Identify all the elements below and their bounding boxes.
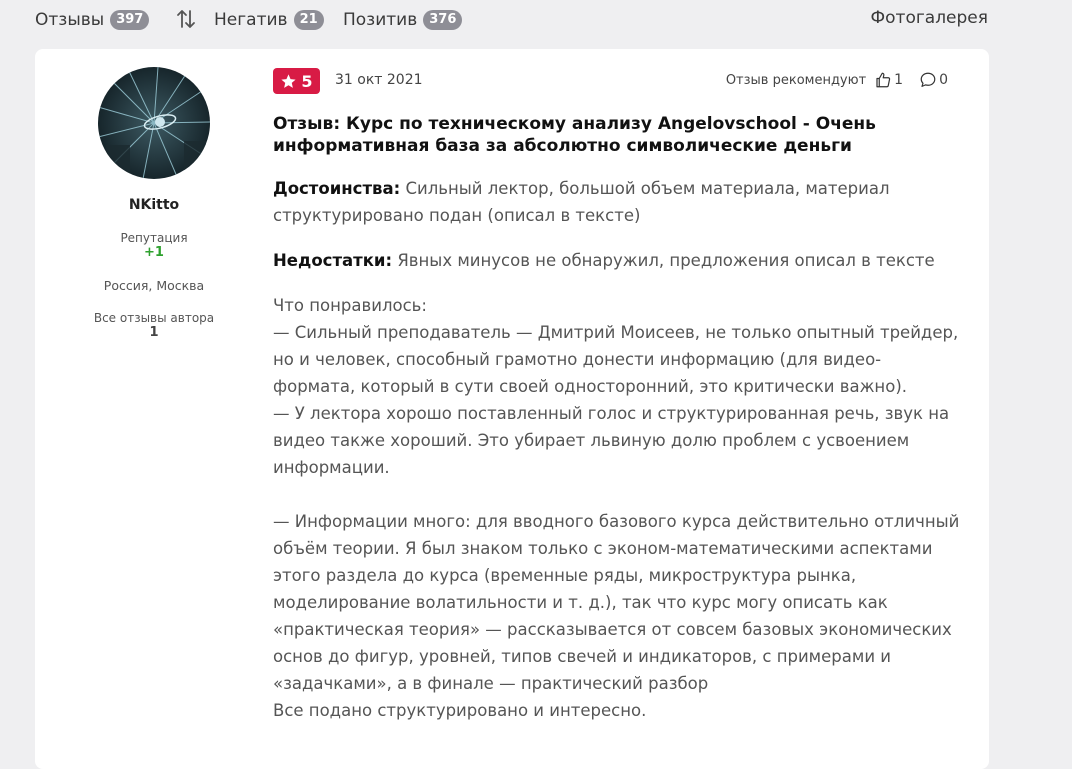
pros-text: Сильный лектор, большой объем материала, материал структурировано подан (описал в тексте) xyxy=(273,179,890,225)
tab-negative[interactable] xyxy=(214,8,324,32)
reviews-filter-bar xyxy=(0,0,1072,40)
cons-text: Явных минусов не обнаружил, предложения описал в тексте xyxy=(397,251,935,270)
rating-badge xyxy=(273,68,320,94)
review-paragraph: Все подано структурировано и интересно. xyxy=(273,701,647,720)
tab-positive-count: 376 xyxy=(423,10,462,30)
thumbs-up-icon[interactable] xyxy=(874,71,892,89)
cons-label: Недостатки: xyxy=(273,251,393,270)
reputation-value: +1 xyxy=(144,245,164,260)
tab-positive-label: Позитив xyxy=(343,10,418,30)
likes-count: 1 xyxy=(894,72,904,88)
recommend-label: Отзыв рекомендуют xyxy=(725,72,867,88)
review-title[interactable]: Отзыв: Курс по техническому анализу Angelovschool - Очень информативная база за абсолютно символические деньги xyxy=(273,114,876,156)
liked-heading: Что понравилось: xyxy=(273,296,427,315)
rating-value: 5 xyxy=(301,71,313,91)
review-cons xyxy=(273,247,963,274)
photo-gallery-link[interactable]: Фотогалерея xyxy=(870,8,988,28)
review-paragraph: — У лектора хорошо поставленный голос и структурированная речь, звук на видео также хороший. Это убирает львиную долю проблем с усвоением информации. xyxy=(273,404,950,477)
author-info xyxy=(70,197,238,340)
review-card xyxy=(35,49,989,769)
review-paragraph: — Информации много: для вводного базового курса действительно отличный объём теории. Я был знаком только с эконом-математическими аспектами этого раздела до курса (временные ряды, микроструктура рынка, моделирование волатильности и т. д.), так что курс могу описать как «практическая теория» — рассказывается от совсем базовых экономических основ до фигур, уровней, типов свечей и индикаторов, с примерами и «задачками», а в финале — практический разбор xyxy=(273,512,960,693)
review-pros xyxy=(273,175,963,229)
paragraph-spacer xyxy=(273,481,963,508)
tab-negative-label: Негатив xyxy=(214,10,288,30)
tab-reviews-count: 397 xyxy=(110,10,149,30)
tab-positive[interactable] xyxy=(343,8,462,32)
tab-negative-count: 21 xyxy=(294,10,324,30)
all-reviews-link[interactable]: Все отзывы автора xyxy=(93,311,215,325)
all-reviews-count: 1 xyxy=(149,325,159,340)
pros-label: Достоинства: xyxy=(273,179,401,198)
author-name[interactable]: NKitto xyxy=(128,197,180,213)
review-date: 31 окт 2021 xyxy=(335,72,423,88)
review-body xyxy=(273,292,963,724)
star-icon xyxy=(280,73,297,90)
sort-icon[interactable] xyxy=(175,8,197,30)
author-avatar[interactable] xyxy=(98,67,210,179)
comment-icon[interactable] xyxy=(919,71,937,89)
tab-reviews[interactable] xyxy=(35,8,149,32)
reputation-label: Репутация xyxy=(120,231,188,245)
review-paragraph: — Сильный преподаватель — Дмитрий Моисеев, не только опытный трейдер, но и человек, способный грамотно донести информацию (для видео-формата, который в сути своей односторонний, это критически важно). xyxy=(273,323,959,396)
tab-reviews-label: Отзывы xyxy=(35,10,105,30)
recommend-block xyxy=(726,71,948,89)
comments-count: 0 xyxy=(939,72,948,88)
author-location: Россия, Москва xyxy=(103,278,205,293)
